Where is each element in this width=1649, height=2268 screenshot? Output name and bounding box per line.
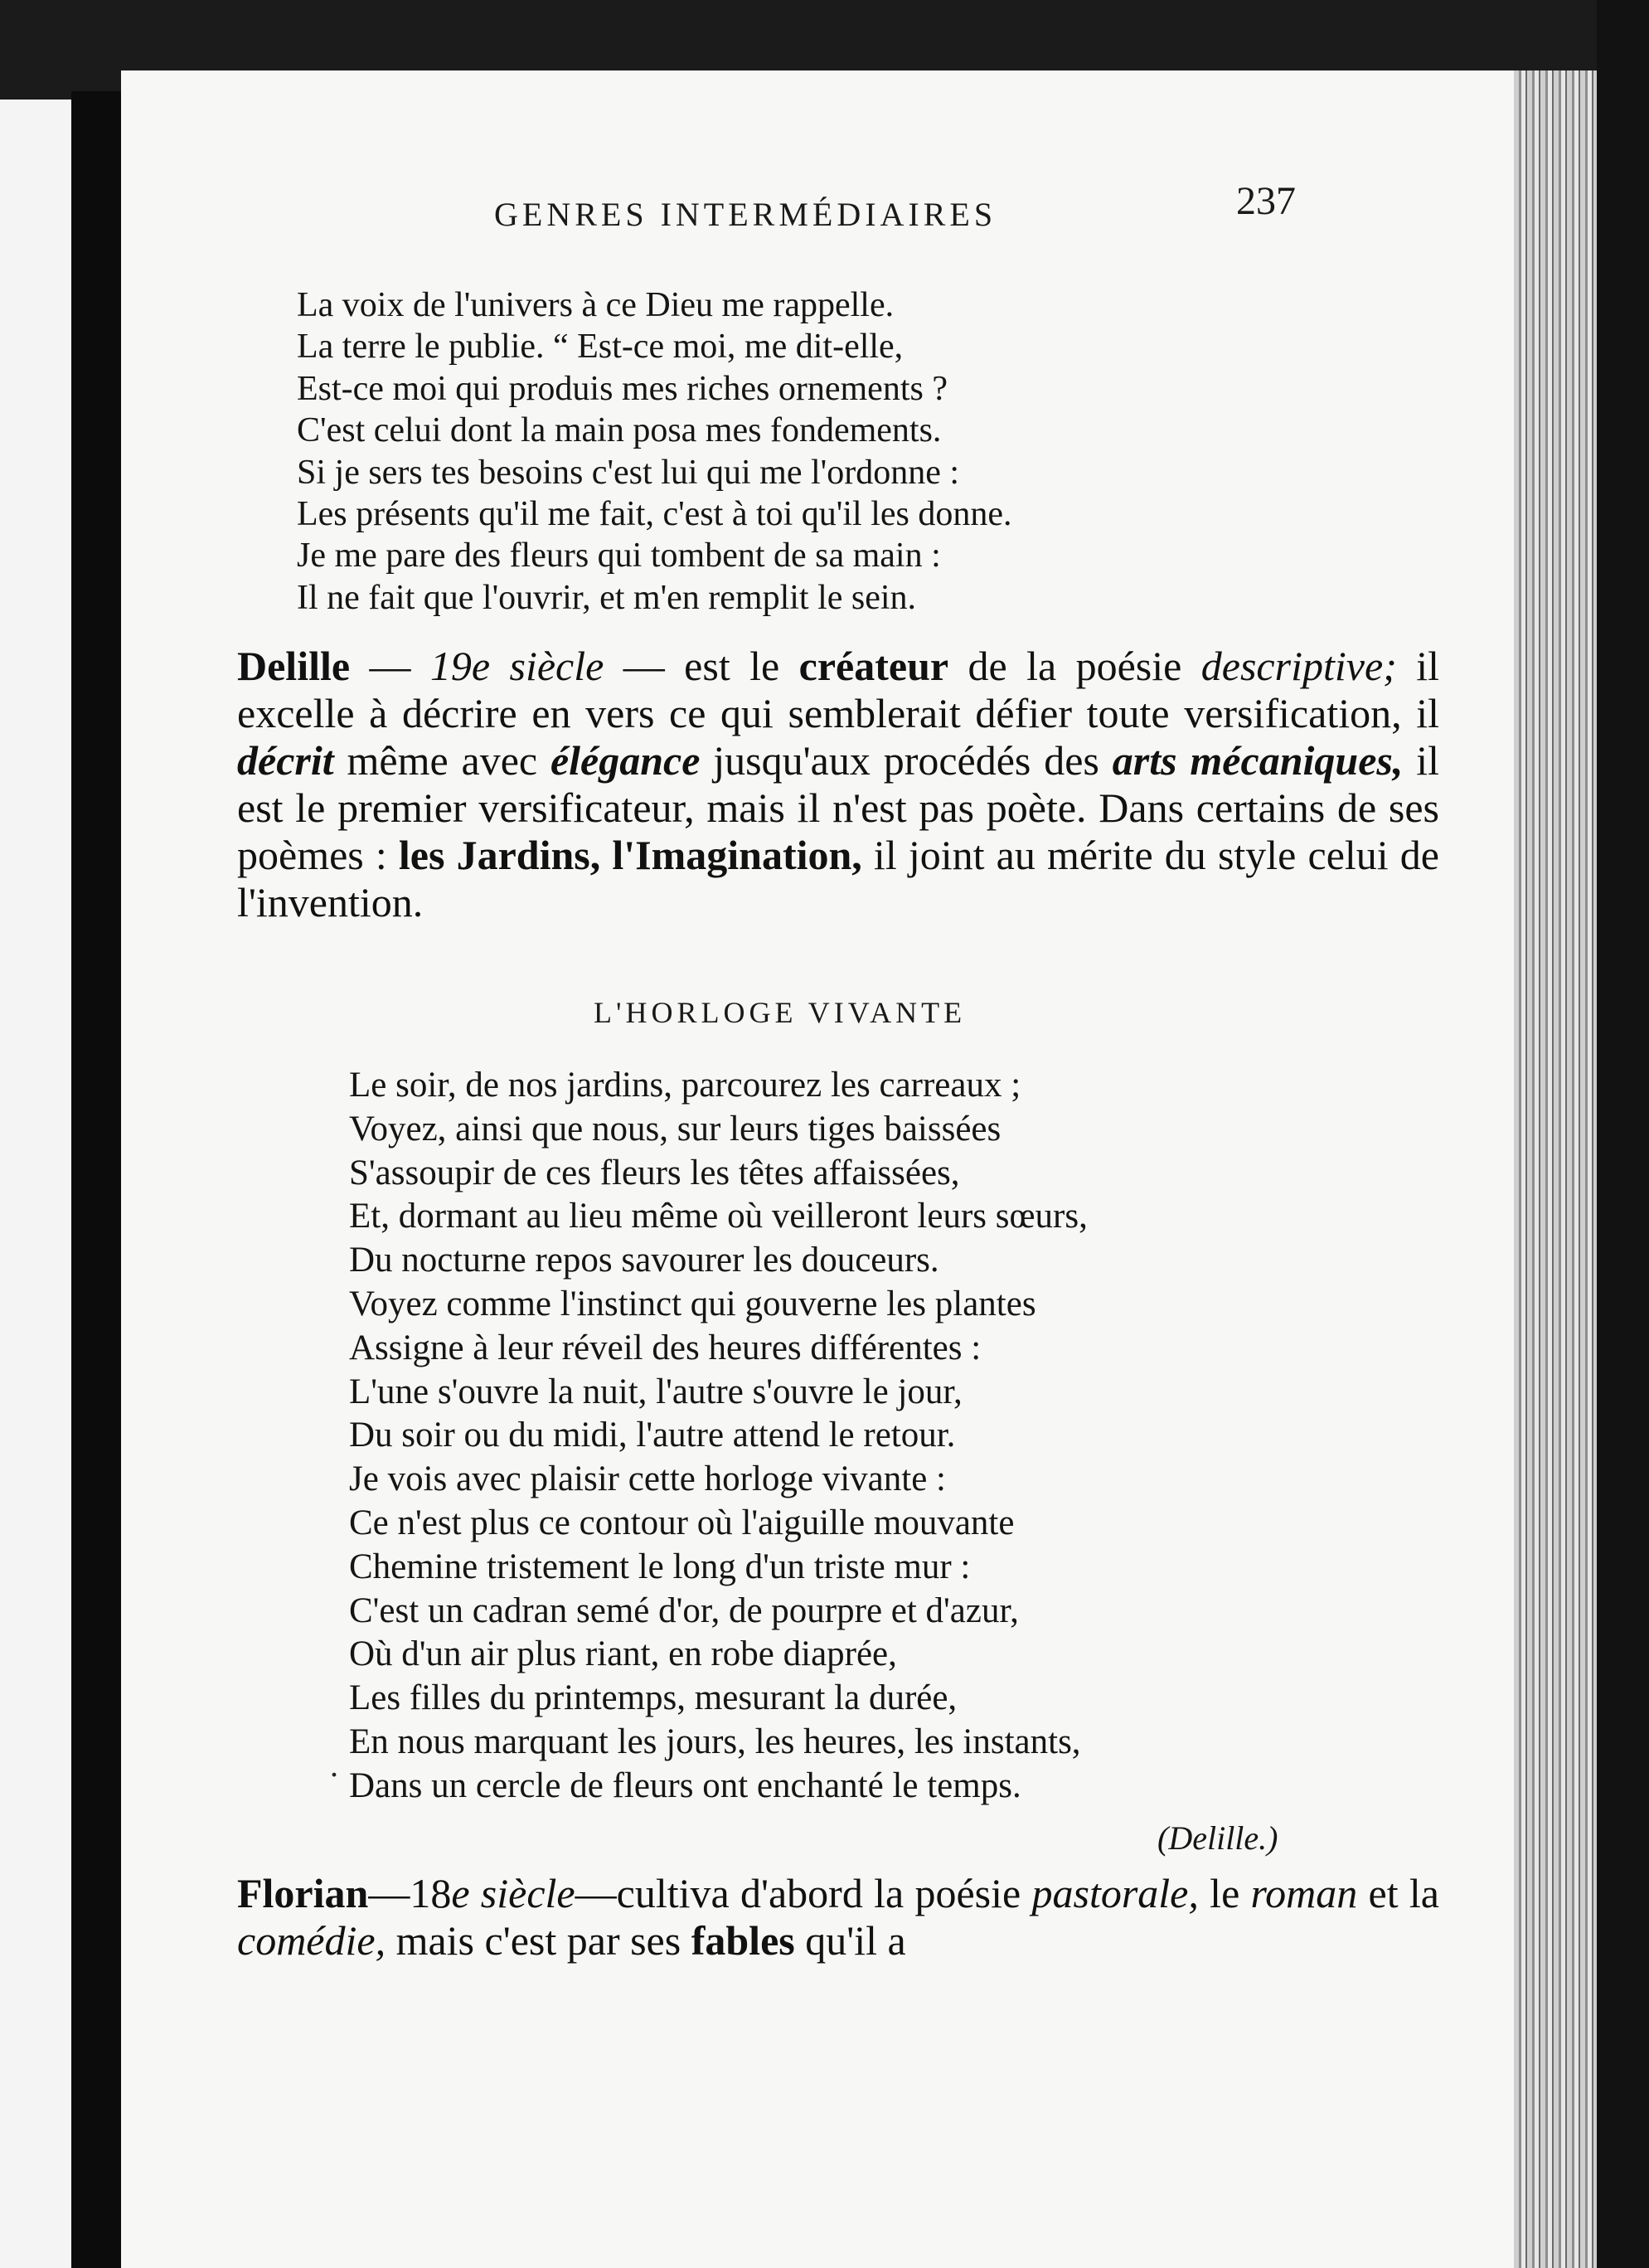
verse-line: C'est celui dont la main posa mes fondements. [297,411,942,450]
poem-title: L'HORLOGE VIVANTE [594,996,967,1029]
verse-line: La terre le publie. “ Est-ce moi, me dit-elle, [297,328,904,367]
verse-line: Il ne fait que l'ouvrir, et m'en remplit le sein. [297,578,917,617]
verse-line: Voyez comme l'instinct qui gouverne les plantes [349,1284,1036,1323]
page-stack-edge [1514,70,1597,2268]
verse-line: La voix de l'univers à ce Dieu me rappelle. [297,286,895,324]
verse-line: Voyez, ainsi que nous, sur leurs tiges baissées [349,1109,1002,1149]
emphasis: descriptive; [1200,643,1397,689]
emphasis: comédie, [237,1917,386,1964]
verse-line: Où d'un air plus riant, en robe diaprée, [349,1634,897,1674]
florian-paragraph: Florian—18e siècle—cultiva d'abord la poésie pastorale, le roman et la comédie, mais c'est par ses fables qu'il a [237,1870,1439,1964]
emphasis: pastorale, [1031,1870,1199,1916]
verse-line: Dans un cercle de fleurs ont enchanté le temps. [349,1765,1021,1805]
emphasis: décrit [237,737,334,784]
verse-line: Je vois avec plaisir cette horloge vivante : [349,1459,946,1499]
emphasis: arts mécaniques, [1112,737,1404,784]
verse-line: Ce n'est plus ce contour où l'aiguille mouvante [349,1503,1015,1542]
author-name: Delille [237,643,351,689]
verse-line: Les présents qu'il me fait, c'est à toi qu'il les donne. [297,495,1012,534]
running-head: GENRES INTERMÉDIAIRES [494,196,997,233]
emphasis: roman [1250,1870,1358,1916]
book-gutter [71,91,121,2268]
verse-line: L'une s'ouvre la nuit, l'autre s'ouvre le jour, [349,1372,963,1411]
verse-line: Est-ce moi qui produis mes riches ornements ? [297,369,948,408]
emphasis: fables [691,1917,795,1964]
background-right [1597,0,1649,2268]
verse-line: S'assoupir de ces fleurs les têtes affaissées, [349,1153,960,1192]
margin-mark: . [330,1746,338,1784]
emphasis: élégance [550,737,701,784]
attribution: (Delille.) [1157,1819,1278,1857]
works: les Jardins, l'Imagination, [398,832,862,878]
emphasis: créateur [798,643,949,689]
verse-line: C'est un cadran semé d'or, de pourpre et d'azur, [349,1591,1019,1630]
verse-line: Le soir, de nos jardins, parcourez les carreaux ; [349,1066,1021,1105]
verse-line: Du soir ou du midi, l'autre attend le retour. [349,1416,956,1455]
page-number: 237 [1236,179,1296,223]
verse-line: Assigne à leur réveil des heures différentes : [349,1328,982,1367]
book-page [121,70,1514,2268]
verse-line: Chemine tristement le long d'un triste mur : [349,1547,971,1586]
verse-line: Les filles du printemps, mesurant la durée, [349,1678,958,1718]
verse-line: Je me pare des fleurs qui tombent de sa main : [297,537,941,575]
verse-line: En nous marquant les jours, les heures, les instants, [349,1722,1081,1761]
verse-line: Et, dormant au lieu même où veilleront leurs sœurs, [349,1197,1088,1236]
century: e siècle [451,1870,575,1916]
author-name: Florian [237,1870,369,1916]
verse-excerpt [297,284,1012,619]
verse-line: Du nocturne repos savourer les douceurs. [349,1241,939,1280]
century: 19e siècle [429,643,604,689]
delille-paragraph: Delille — 19e siècle — est le créateur de la poésie descriptive; il excelle à décrire en vers ce qui semblerait défier toute versification, il décrit même avec élégance jusqu'aux procédés des arts mécaniques, il est le premier versificateur, mais il n'est pas poète. Dans certains de ses poèmes : les Jardins, l'Imagination, il joint au mérite du style celui de l'invention. [237,643,1439,925]
poem [349,1064,1088,1809]
verse-line: Si je sers tes besoins c'est lui qui me l'ordonne : [297,453,960,492]
